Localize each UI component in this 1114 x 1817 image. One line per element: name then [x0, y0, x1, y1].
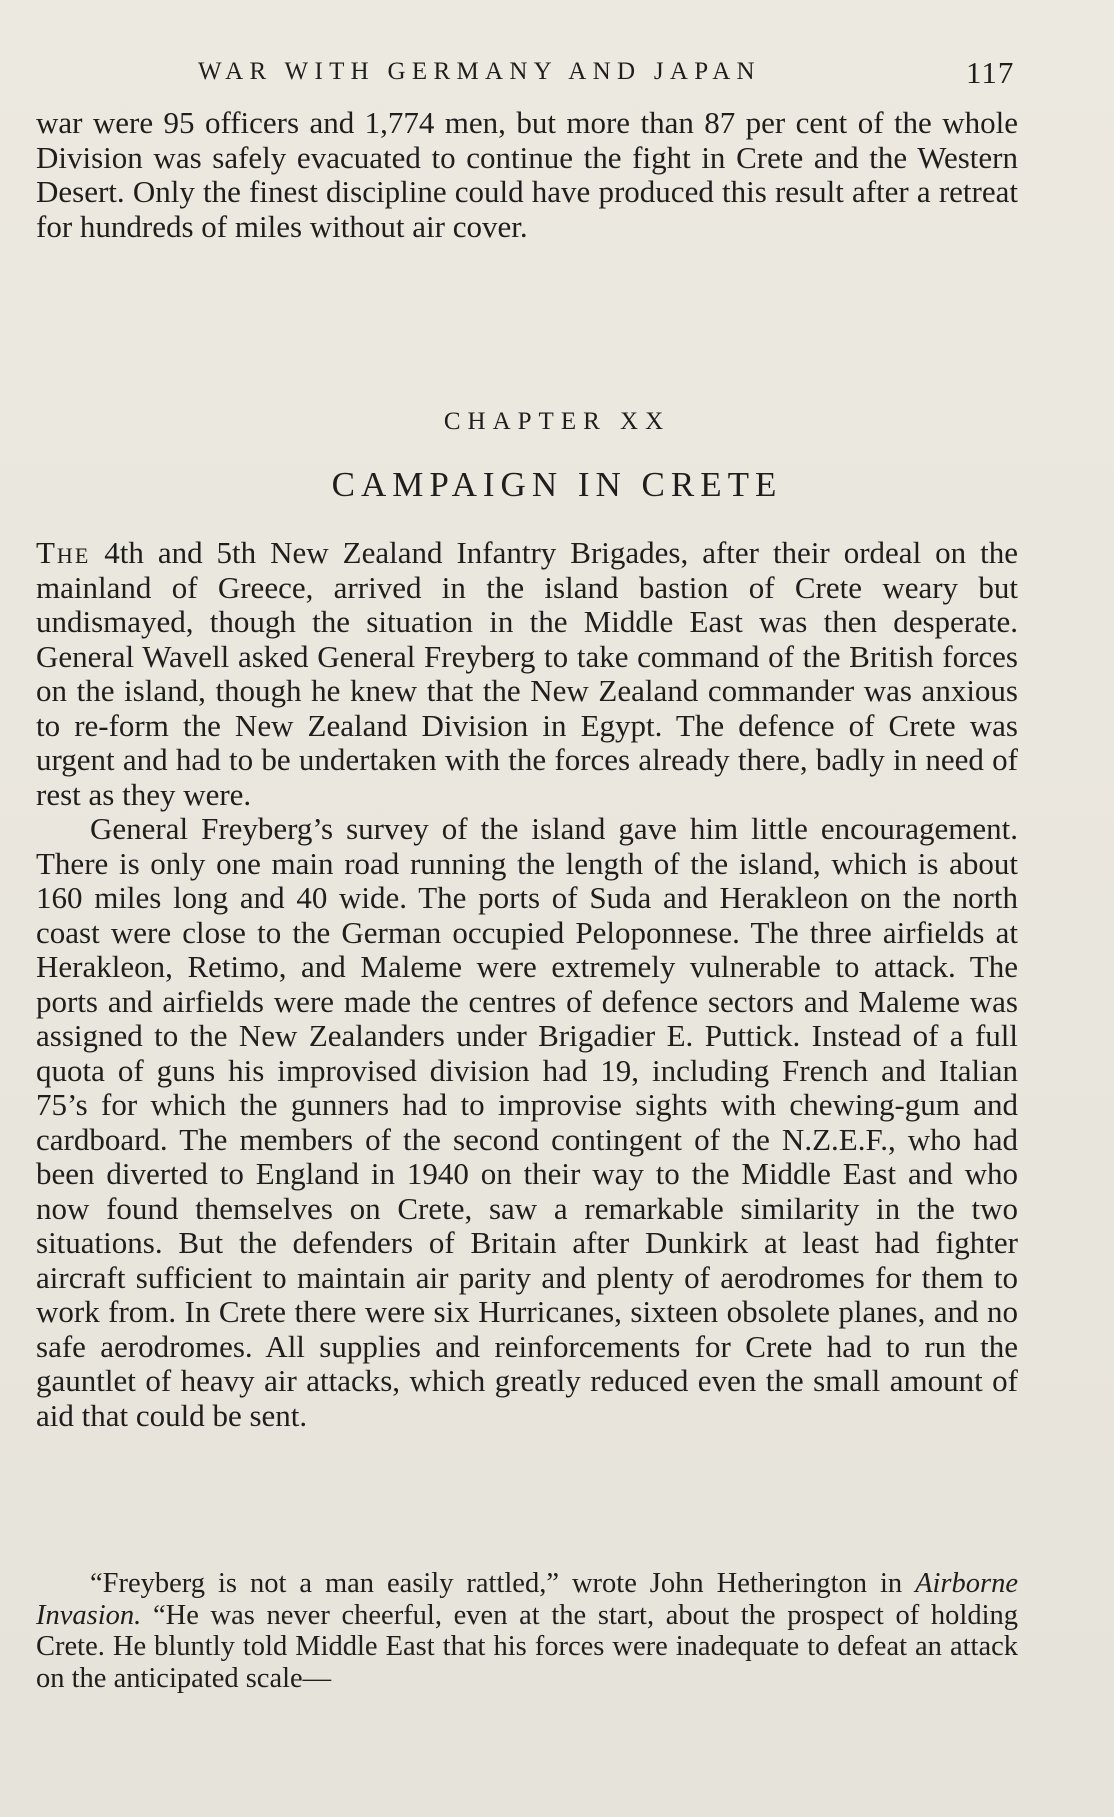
running-title: WAR WITH GERMANY AND JAPAN: [198, 58, 761, 85]
extract-text-after: “He was never cheerful, even at the start, about the prospect of holding Crete. He bluntly told Middle East that his forces were inadequate to defeat an attack on the anticipated scale—: [36, 1599, 1018, 1694]
lead-in-paragraph: [36, 106, 1018, 244]
running-head: [0, 55, 1114, 92]
book-title: Airborne Invasion.: [36, 1568, 1018, 1631]
chapter-body: [36, 536, 1018, 1433]
chapter-paragraph-2: General Freyberg’s survey of the island gave him little encouragement. There is only one main road running the length of the island, which is about 160 miles long and 40 wide. The ports of Suda and Herakleon on the north coast were close to the German occupied Peloponnese. The three airfields at Herakleon, Retimo, and Maleme were extremely vulnerable to attack. The ports and airfields were made the centres of defence sectors and Maleme was assigned to the New Zealanders under Brigadier E. Puttick. Instead of a full quota of guns his improvised division had 19, including French and Italian 75’s for which the gunners had to improvise sights with chewing-gum and cardboard. The members of the second contingent of the N.Z.E.F., who had been diverted to England in 1940 on their way to the Middle East and who now found themselves on Crete, saw a remarkable similarity in the two situations. But the defenders of Britain after Dunkirk at least had fighter aircraft sufficient to maintain air parity and plenty of aerodromes for them to work from. In Crete there were six Hurricanes, sixteen obsolete planes, and no safe aerodromes. All supplies and reinforcements for Crete had to run the gauntlet of heavy air attacks, which greatly reduced even the small amount of aid that could be sent.: [36, 811, 1018, 1433]
paragraph-1-text: 4th and 5th New Zealand Infantry Brigades, after their ordeal on the mainland of Greece, arrived in the island bastion of Crete weary but undismayed, though the situation in the Middle East was then desperate. General Wavell asked General Freyberg to take command of the British forces on the island, though he knew that the New Zealand commander was anxious to re-form the New Zealand Division in Egypt. The defence of Crete was urgent and had to be undertaken with the forces already there, badly in need of rest as they were.: [36, 535, 1018, 812]
chapter-number: CHAPTER XX: [443, 408, 671, 435]
opening-word: The: [36, 535, 91, 570]
chapter-title: CAMPAIGN IN CRETE: [331, 465, 783, 504]
page-number: 117: [966, 55, 1015, 90]
extract-text-before: “Freyberg is not a man easily rattled,” wrote John Hetherington in: [90, 1568, 916, 1599]
lead-in-text: war were 95 officers and 1,774 men, but more than 87 per cent of the whole Division was safely evacuated to continue the fight in Crete and the Western Desert. Only the finest discipline could have produced this result after a retreat for hundreds of miles without air cover.: [36, 105, 1018, 244]
extract-paragraph: [36, 1568, 1018, 1694]
quoted-extract: [36, 1568, 1018, 1694]
chapter-paragraph-1: [36, 536, 1018, 812]
